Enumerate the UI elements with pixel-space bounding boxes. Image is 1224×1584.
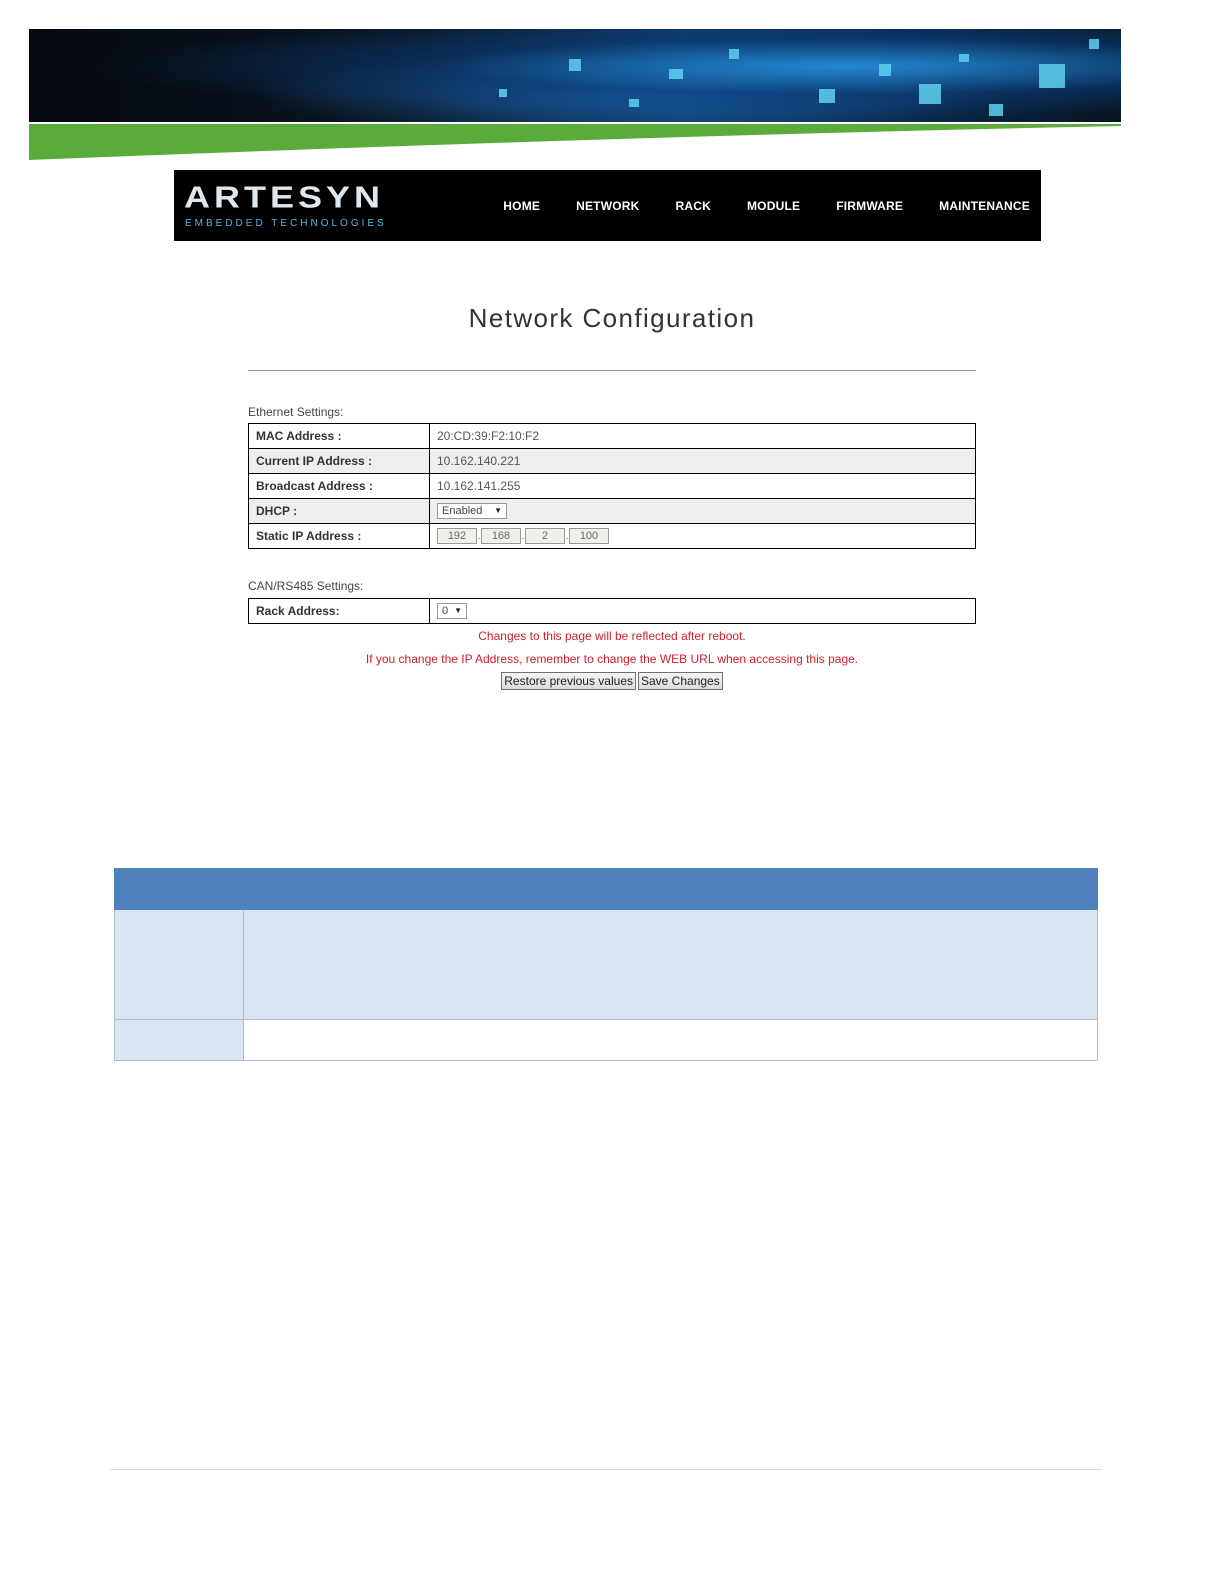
reboot-warning: Changes to this page will be reflected after reboot. [478,629,746,643]
table-row [249,424,976,449]
rack-address-select[interactable] [437,603,467,619]
table-row [249,599,976,624]
table-cell [244,1020,1098,1061]
dhcp-label: DHCP : [249,499,430,524]
ip-dot: . [521,530,525,542]
save-changes-button[interactable]: Save Changes [638,672,723,690]
dhcp-cell [430,499,976,524]
mac-address-value: 20:CD:39:F2:10:F2 [430,424,976,449]
ip-dot: . [477,530,481,542]
nav-network[interactable]: NETWORK [576,198,640,213]
table-row [249,474,976,499]
page-title: Network Configuration [468,303,756,333]
chevron-down-icon: ▼ [494,506,502,515]
table-row [249,449,976,474]
chevron-down-icon: ▼ [454,606,462,615]
table-cell [244,910,1098,1020]
static-ip-label: Static IP Address : [249,524,430,549]
table-row [249,499,976,524]
restore-previous-values-button[interactable]: Restore previous values [501,672,636,690]
ip-dot: . [565,530,569,542]
nav-home[interactable]: HOME [503,198,541,213]
top-navigation-bar [174,170,1041,241]
can-settings-label: CAN/RS485 Settings: [248,579,364,593]
footer-divider [110,1469,1102,1470]
broadcast-address-label: Broadcast Address : [249,474,430,499]
can-settings-table [248,598,976,624]
form-actions [248,672,976,690]
nav-firmware[interactable]: FIRMWARE [836,198,904,213]
static-ip-cell [430,524,976,549]
green-swoosh [29,122,1121,162]
nav-module[interactable]: MODULE [746,198,801,213]
nav-rack[interactable]: RACK [675,198,711,213]
rack-address-selected-value: 0 [442,605,449,617]
current-ip-value: 10.162.140.221 [430,449,976,474]
mac-address-label: MAC Address : [249,424,430,449]
static-ip-octet-1[interactable]: 192 [437,528,477,544]
static-ip-octet-2[interactable]: 168 [481,528,521,544]
title-divider [248,370,976,371]
document-table [114,868,1098,1061]
ethernet-settings-label: Ethernet Settings: [248,405,344,419]
dhcp-select[interactable] [437,503,507,519]
logo-tagline: EMBEDDED TECHNOLOGIES [185,218,387,229]
header-banner-image [29,29,1121,122]
main-nav [485,170,1041,241]
dhcp-selected-value: Enabled [442,505,483,517]
ip-change-warning: If you change the IP Address, remember to change the WEB URL when accessing this page. [365,652,859,666]
static-ip-octet-4[interactable]: 100 [569,528,609,544]
table-row [249,524,976,549]
current-ip-label: Current IP Address : [249,449,430,474]
artesyn-logo[interactable] [184,179,414,230]
logo-wordmark: ARTESYN [184,179,385,215]
table-row [114,910,1098,1020]
rack-address-cell [430,599,976,624]
table-cell [114,1020,244,1061]
broadcast-address-value: 10.162.141.255 [430,474,976,499]
document-table-header [114,868,1098,910]
ethernet-settings-table [248,423,976,549]
static-ip-octet-3[interactable]: 2 [525,528,565,544]
nav-maintenance[interactable]: MAINTENANCE [939,198,1030,213]
rack-address-label: Rack Address: [249,599,430,624]
table-cell [114,910,244,1020]
table-row [114,1020,1098,1061]
